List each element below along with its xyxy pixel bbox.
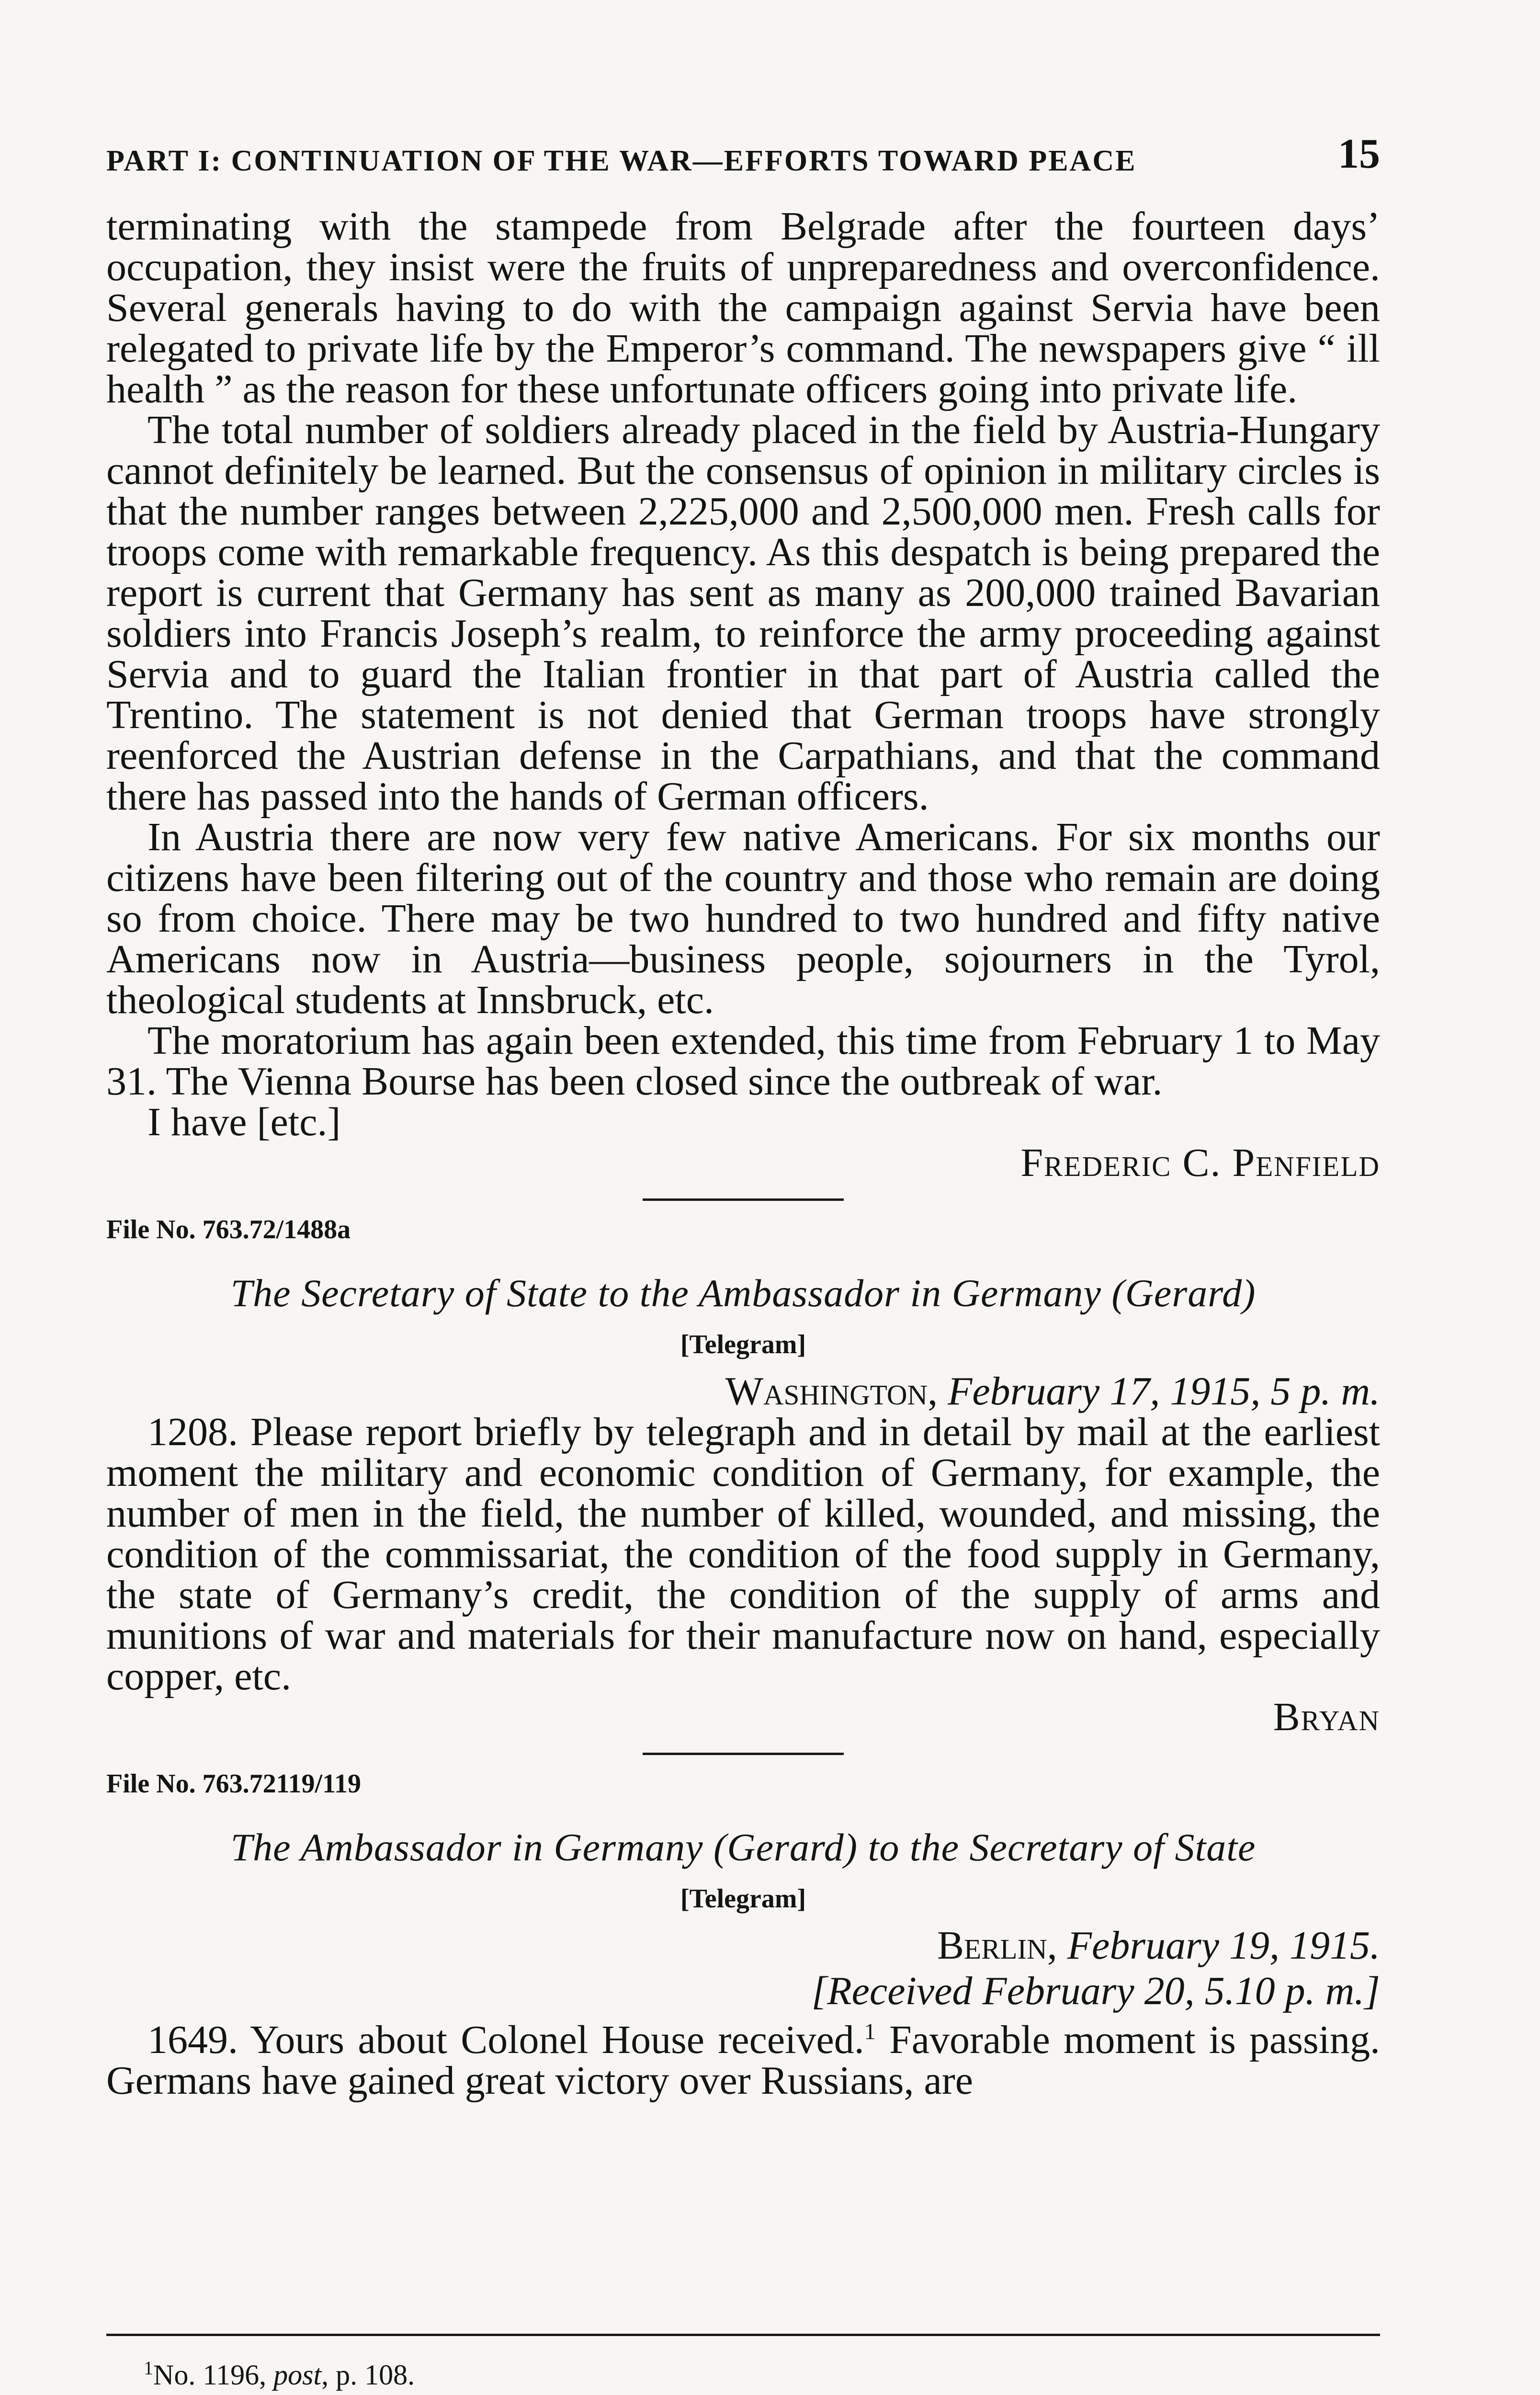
footnote-text: , p. 108.: [321, 2359, 415, 2391]
dateline: [106, 1371, 1380, 1412]
file-number: File No. 763.72119/119: [106, 1769, 361, 1799]
footnote-text-italic: post: [273, 2359, 322, 2391]
footnote-reference[interactable]: 1: [864, 2019, 876, 2044]
paragraph: [106, 2011, 1380, 2101]
footnote-text: No. 1196,: [153, 2359, 274, 2391]
signature-penfield: Frederic C. Penfield: [1020, 1140, 1380, 1185]
footnote-marker: 1: [144, 2357, 153, 2379]
footnote-rule: [106, 2334, 1380, 2336]
paragraph: In Austria there are now very few native Americans. For six months our citizens have been filtering out of the country and those who remain are doing so from choice. There may be two hundred to two hundred and fifty native Americans now in Austria—business people, sojourners in the Tyrol, theological students at Innsbruck, etc.: [106, 815, 1380, 1022]
telegram-label: [Telegram]: [680, 1330, 806, 1359]
paragraph-end: Favorable moment is passing. Germans have gained great victory over Russians, are: [106, 2018, 1381, 2103]
dateline-place: Washington,: [725, 1369, 938, 1414]
telegram-label: [Telegram]: [680, 1884, 806, 1914]
received-line: [Received February 20, 5.10 p. m.]: [811, 1969, 1380, 2013]
paragraph: The moratorium has again been extended, this time from February 1 to May 31. The Vienna Bourse has been closed since the outbreak of war.: [106, 1018, 1380, 1104]
closing: I have [etc.]: [147, 1100, 341, 1144]
footnote: [144, 2357, 415, 2392]
signature-bryan: Bryan: [1273, 1695, 1380, 1739]
page-body: [106, 206, 1380, 2101]
section-divider: [643, 1753, 844, 1755]
running-title: PART I: CONTINUATION OF THE WAR—EFFORTS TOWARD PEACE: [106, 145, 1137, 177]
page-number: 15: [1338, 131, 1380, 177]
section-divider: [643, 1198, 844, 1201]
file-number: File No. 763.72/1488a: [106, 1215, 351, 1244]
dateline-date: February 19, 1915.: [1067, 1923, 1380, 1968]
paragraph-start: 1649. Yours about Colonel House received.: [147, 2018, 864, 2062]
paragraph: 1208. Please report briefly by telegraph and in detail by mail at the earliest moment the military and economic condition of Germany, for example, the number of men in the field, the number of killed, wounded, and missing, the condition of the commissariat, the condition of the food supply in Germany, the state of Germany’s credit, the condition of the supply of arms and munitions of war and materials for their manufacture now on hand, especially copper, etc.: [106, 1410, 1380, 1699]
dateline-place: Berlin,: [937, 1923, 1057, 1968]
paragraph: terminating with the stampede from Belgrade after the fourteen days’ occupation, they insist were the fruits of unpreparedness and overconfidence. Several generals having to do with the campaign against Servia have been relegated to private life by the Emperor’s command. The newspapers give “ ill health ” as the reason for these unfortunate officers going into private life.: [106, 204, 1380, 411]
dateline: [106, 1925, 1380, 1966]
document-title: The Ambassador in Germany (Gerard) to the Secretary of State: [230, 1825, 1256, 1869]
document-title: The Secretary of State to the Ambassador in Germany (Gerard): [230, 1271, 1256, 1315]
dateline-date: February 17, 1915, 5 p. m.: [948, 1369, 1380, 1414]
running-header: [106, 125, 1380, 178]
paragraph: The total number of soldiers already placed in the field by Austria-Hungary cannot definitely be learned. But the consensus of opinion in military circles is that the number ranges between 2,225,000 and 2,500,000 men. Fresh calls for troops come with remarkable frequency. As this despatch is being prepared the report is current that Germany has sent as many as 200,000 trained Bavarian soldiers into Francis Joseph’s realm, to reinforce the army proceeding against Servia and to guard the Italian frontier in that part of Austria called the Trentino. The statement is not denied that German troops have strongly reenforced the Austrian defense in the Carpathians, and that the command there has passed into the hands of German officers.: [106, 408, 1380, 819]
